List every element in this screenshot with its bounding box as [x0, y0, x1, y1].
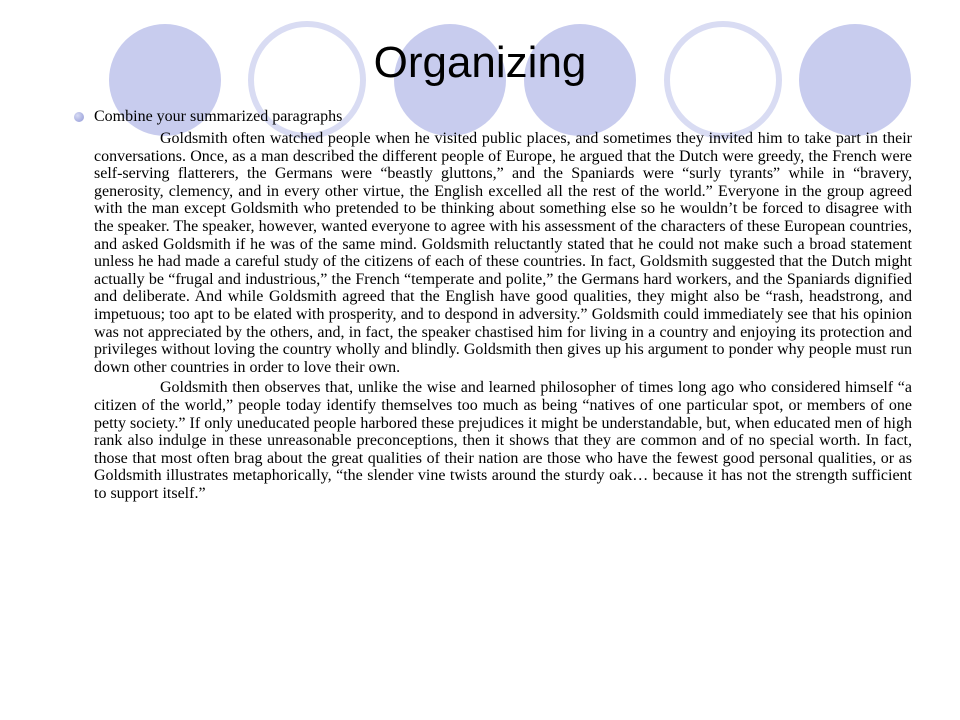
- bullet-heading-text: Combine your summarized paragraphs: [94, 108, 343, 125]
- bullet-heading: [94, 108, 912, 126]
- paragraph-2: Goldsmith then observes that, unlike the wise and learned philosopher of times long ago who considered himself “a citizen of the world,” people today identify themselves too much as being “natives of one particular spot, or members of one petty society.” If only uneducated people harbored these prejudices it might be understandable, but, when educated men of high rank also indulge in these unreasonable preconceptions, then it shows that they are common and of no special worth. In fact, those that most often brag about the great qualities of their nation are those who have the fewest good personal qualities, or as Goldsmith illustrates metaphorically, “the slender vine twists around the sturdy oak… because it has not the strength sufficient to support itself.”: [94, 379, 912, 502]
- slide-body: [94, 108, 912, 505]
- bullet-icon: [74, 112, 84, 122]
- paragraph-1: Goldsmith often watched people when he visited public places, and sometimes they invited him to take part in their conversations. Once, as a man described the different people of Europe, he argued that the Dutch were greedy, the French were self-serving flatterers, the Germans were “beastly gluttons,” and the Spaniards were “surly tyrants” while in “bravery, generosity, clemency, and in every other virtue, the English excelled all the rest of the world.” Everyone in the group agreed with the man except Goldsmith who pretended to be thinking about something else so he wouldn’t be forced to disagree with the speaker. The speaker, however, wanted everyone to agree with his assessment of the characters of these European countries, and asked Goldsmith if he was of the same mind. Goldsmith reluctantly stated that he could not make such a broad statement unless he had made a careful study of the citizens of each of these countries. In fact, Goldsmith suggested that the Dutch might actually be “frugal and industrious,” the French “temperate and polite,” the Germans hard workers, and the Spaniards dignified and deliberate. And while Goldsmith agreed that the English have good qualities, they might also be “rash, headstrong, and impetuous; too apt to be elated with prosperity, and to despond in adversity.” Goldsmith could immediately see that his opinion was not appreciated by the others, and, in fact, the speaker chastised him for living in a country and enjoying its protection and privileges without loving the country wholly and blindly. Goldsmith then gives up his argument to ponder why people must run down other countries in order to love their own.: [94, 130, 912, 376]
- slide-title: Organizing: [373, 38, 587, 87]
